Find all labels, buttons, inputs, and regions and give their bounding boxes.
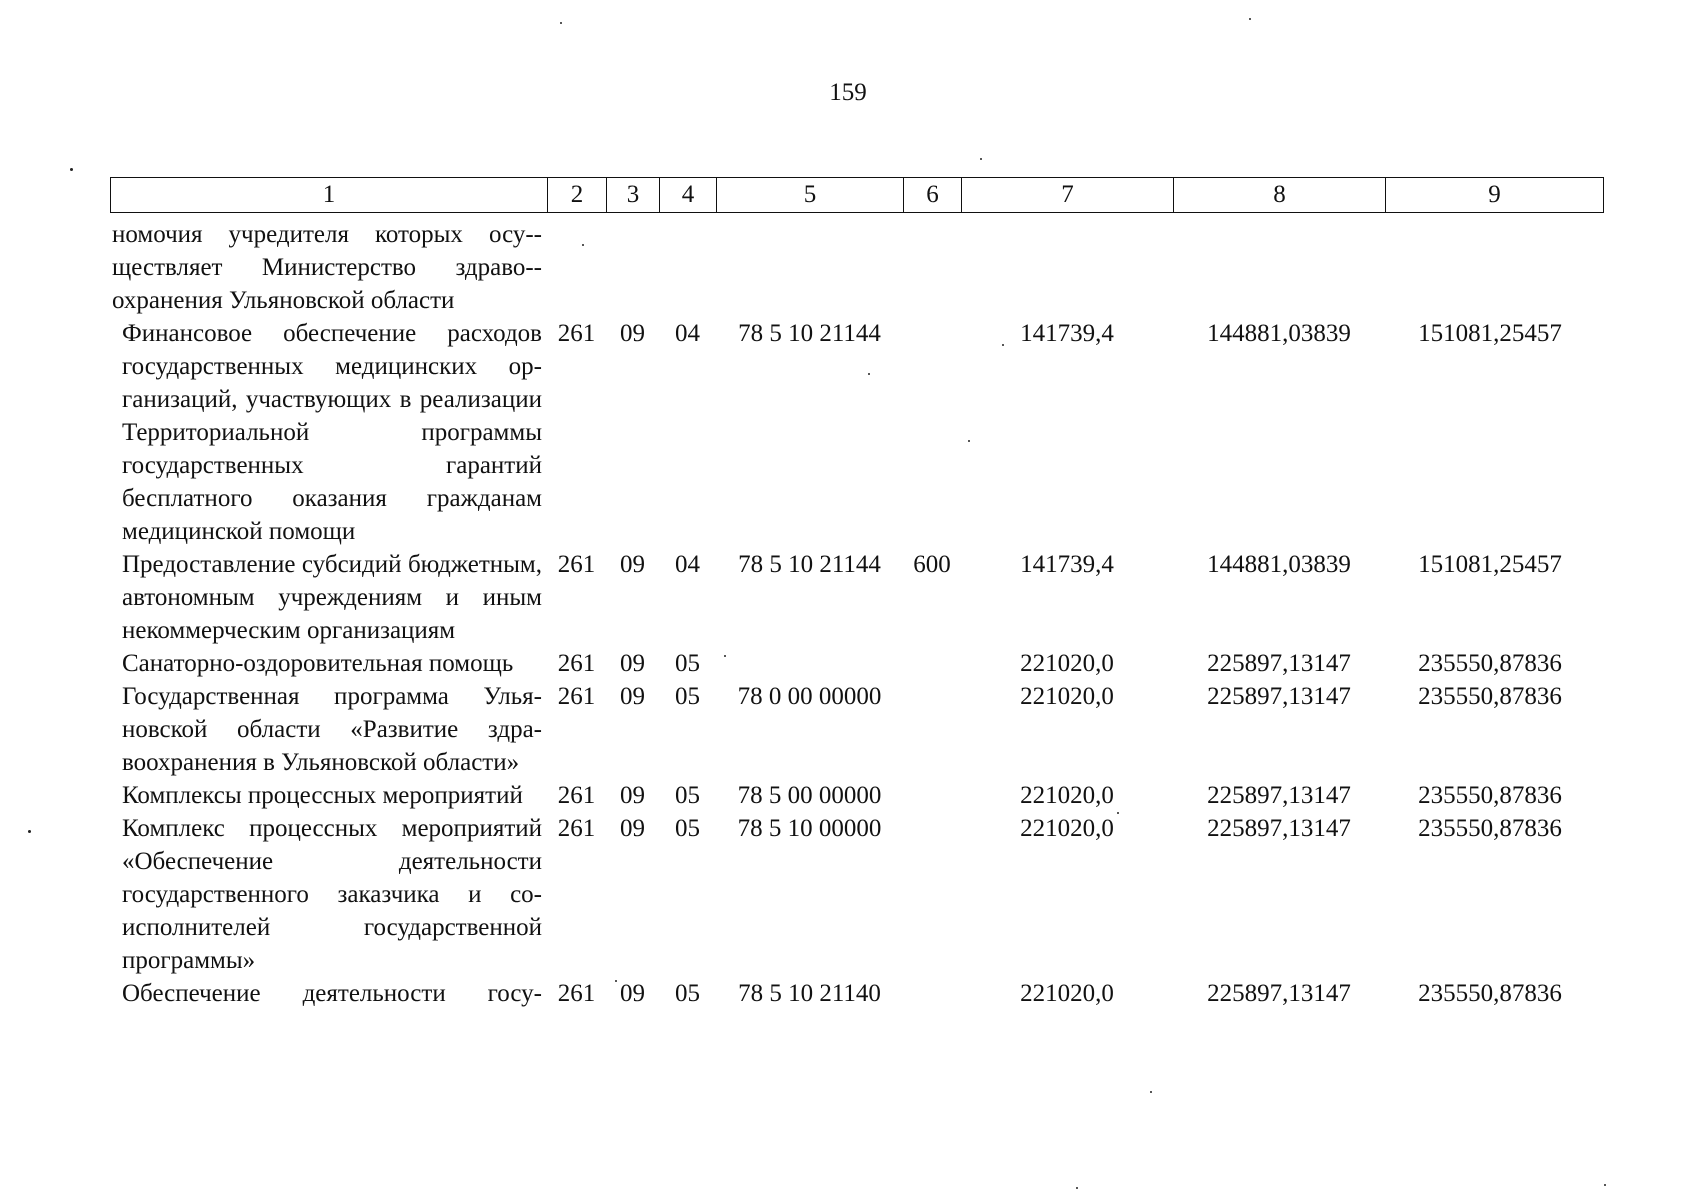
scan-speck	[1076, 1187, 1078, 1189]
header-col-8: 8	[1174, 178, 1386, 213]
cell-amount-3: 235550,87836	[1418, 980, 1562, 1007]
cell-amount-2: 225897,13147	[1207, 650, 1351, 677]
cell-section: 09	[620, 650, 645, 677]
cell-section: 09	[620, 782, 645, 809]
cell-amount-2: 144881,03839	[1207, 320, 1351, 347]
cell-amount-1: 221020,0	[1020, 782, 1114, 809]
scan-speck	[868, 373, 870, 375]
scan-speck	[1002, 344, 1004, 346]
table-body	[110, 218, 1603, 1010]
cell-target-article: 78 5 10 00000	[737, 815, 882, 842]
cell-ministry-code: 261	[557, 980, 596, 1007]
cell-subsection: 04	[675, 320, 700, 347]
table-row	[110, 548, 1603, 647]
header-col-9: 9	[1386, 178, 1604, 213]
row-description: Предоставление субсидий бюджетным, автономным учреждениям и иным некоммерческим организациям	[122, 551, 542, 644]
cell-amount-3: 151081,25457	[1418, 320, 1562, 347]
cell-amount-1: 221020,0	[1020, 683, 1114, 710]
cell-amount-1: 221020,0	[1020, 815, 1114, 842]
scan-speck	[70, 168, 73, 171]
cell-amount-1: 141739,4	[1020, 551, 1114, 578]
cell-amount-3: 235550,87836	[1418, 782, 1562, 809]
cell-subsection: 05	[675, 683, 700, 710]
cell-ministry-code: 261	[557, 551, 596, 578]
cell-amount-1: 221020,0	[1020, 650, 1114, 677]
table-row	[110, 779, 1603, 812]
header-col-5: 5	[717, 178, 904, 213]
table-row	[110, 680, 1603, 779]
cell-amount-3: 235550,87836	[1418, 815, 1562, 842]
table-row	[110, 647, 1603, 680]
cell-section: 09	[620, 683, 645, 710]
cell-target-article: 78 5 10 21140	[738, 980, 881, 1007]
table-row	[110, 218, 1603, 317]
row-description: Обеспечение деятельности госу-	[122, 980, 542, 1007]
row-description: Государственная программа Ульяновской области «Развитие здравоохранения в Ульяновской области»	[122, 683, 542, 776]
header-col-1: 1	[111, 178, 548, 213]
scan-speck	[980, 158, 982, 160]
cell-ministry-code: 261	[557, 782, 596, 809]
header-col-6: 6	[904, 178, 962, 213]
header-col-2: 2	[548, 178, 607, 213]
cell-subsection: 04	[675, 551, 700, 578]
page-number: 159	[829, 79, 867, 106]
scan-speck	[560, 22, 562, 24]
cell-target-article: 78 5 00 00000	[737, 782, 882, 809]
scan-speck	[1117, 812, 1119, 814]
row-description: Комплекс процессных мероприятий «Обеспечение деятельности государственного заказчика и соисполнителей государственной программы»	[122, 815, 542, 974]
cell-amount-2: 144881,03839	[1207, 551, 1351, 578]
cell-amount-3: 235550,87836	[1418, 683, 1562, 710]
row-description: Финансовое обеспечение расходов государственных медицинских организаций, участвующих в реализации Территориальной программы государственных гарантий бесплатного оказания гражданам медицинской помощи	[122, 320, 542, 545]
scan-speck	[615, 980, 617, 982]
table-row	[110, 812, 1603, 977]
scan-speck	[28, 830, 31, 833]
cell-amount-1: 221020,0	[1020, 980, 1114, 1007]
cell-amount-2: 225897,13147	[1207, 815, 1351, 842]
scan-speck	[1150, 1091, 1152, 1093]
scan-speck	[1249, 18, 1251, 20]
cell-amount-2: 225897,13147	[1207, 980, 1351, 1007]
cell-amount-3: 151081,25457	[1418, 551, 1562, 578]
cell-subsection: 05	[675, 650, 700, 677]
cell-section: 09	[620, 551, 645, 578]
table-header	[110, 177, 1604, 213]
scan-speck	[1604, 1184, 1606, 1186]
cell-subsection: 05	[675, 815, 700, 842]
table-row	[110, 977, 1603, 1010]
scan-speck	[582, 244, 584, 246]
cell-ministry-code: 261	[557, 815, 596, 842]
cell-subsection: 05	[675, 782, 700, 809]
row-description: номочия учредителя которых осу-ществляет Министерство здраво-охранения Ульяновской области	[112, 221, 542, 314]
cell-amount-2: 225897,13147	[1207, 782, 1351, 809]
cell-amount-3: 235550,87836	[1418, 650, 1562, 677]
cell-amount-2: 225897,13147	[1207, 683, 1351, 710]
cell-target-article: 78 5 10 21144	[738, 320, 881, 347]
cell-section: 09	[620, 980, 645, 1007]
cell-target-article: 78 0 00 00000	[737, 683, 882, 710]
cell-expense-type: 600	[913, 551, 951, 578]
cell-ministry-code: 261	[557, 650, 596, 677]
table-row	[110, 317, 1603, 548]
cell-ministry-code: 261	[557, 683, 596, 710]
cell-subsection: 05	[675, 980, 700, 1007]
scan-speck	[724, 655, 726, 657]
cell-target-article: 78 5 10 21144	[738, 551, 881, 578]
scan-speck	[968, 440, 970, 442]
cell-amount-1: 141739,4	[1020, 320, 1114, 347]
cell-section: 09	[620, 320, 645, 347]
row-description: Санаторно-оздоровительная помощь	[122, 650, 514, 677]
header-col-4: 4	[660, 178, 717, 213]
row-description: Комплексы процессных мероприятий	[122, 782, 523, 809]
cell-section: 09	[620, 815, 645, 842]
header-col-3: 3	[607, 178, 660, 213]
cell-ministry-code: 261	[557, 320, 596, 347]
header-col-7: 7	[962, 178, 1174, 213]
